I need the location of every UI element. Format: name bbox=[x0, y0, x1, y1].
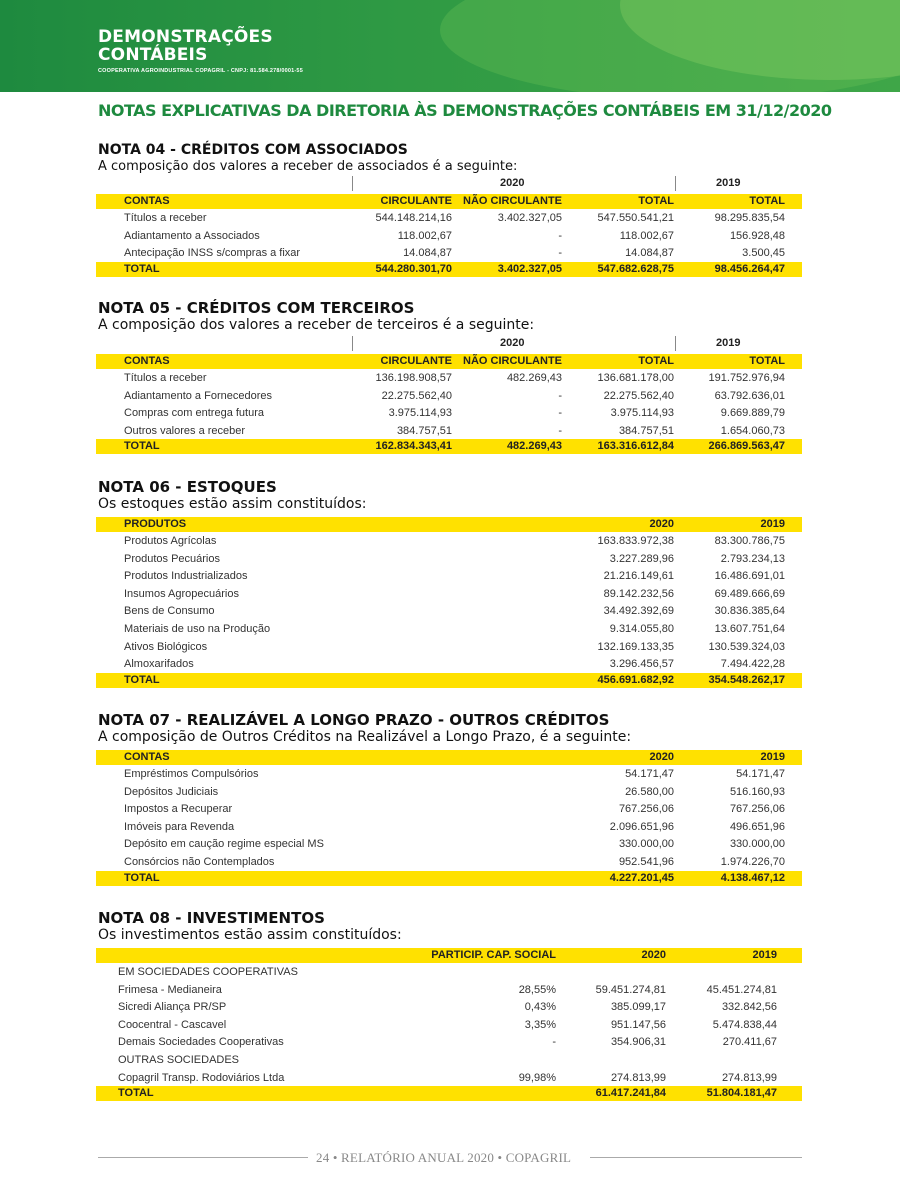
cell-2020: 767.256,06 bbox=[618, 803, 674, 816]
cell-2019: 130.539.324,03 bbox=[708, 640, 785, 653]
cell-total-2020: 22.275.562,40 bbox=[603, 389, 674, 402]
nota-07-intro: A composição de Outros Créditos na Realizável a Longo Prazo, é a seguinte: bbox=[98, 729, 632, 745]
row-label: Adiantamento a Associados bbox=[124, 229, 260, 242]
cell-2020: 34.492.392,69 bbox=[603, 605, 674, 618]
cell-2020: 2.096.651,96 bbox=[609, 820, 674, 833]
cell-total-2020: 547.550.541,21 bbox=[597, 212, 674, 224]
row-label: Produtos Agrícolas bbox=[124, 535, 217, 547]
col-header-total-2019: TOTAL bbox=[749, 355, 785, 367]
table-row bbox=[96, 963, 802, 981]
cell-2019: 7.494.422,28 bbox=[720, 658, 785, 671]
row-label: Empréstimos Compulsórios bbox=[124, 768, 259, 780]
year-2020-label: 2020 bbox=[500, 337, 525, 349]
table-header-row bbox=[96, 354, 802, 369]
cell-total-2019: 98.295.835,54 bbox=[714, 212, 785, 224]
cell-particip: - bbox=[552, 1036, 556, 1049]
cell-2019: 274.813,99 bbox=[721, 1071, 777, 1084]
table-row bbox=[96, 532, 802, 550]
col-header-total-2020: TOTAL bbox=[638, 355, 674, 367]
col-header-produtos: PRODUTOS bbox=[124, 518, 187, 530]
page-title: NOTAS EXPLICATIVAS DA DIRETORIA ÀS DEMONSTRAÇÕES CONTÁBEIS EM 31/12/2020 bbox=[98, 101, 832, 120]
total-label: TOTAL bbox=[124, 673, 160, 686]
cell-nao-circulante: - bbox=[558, 247, 562, 260]
row-label: Produtos Industrializados bbox=[124, 570, 248, 583]
col-header-circulante: CIRCULANTE bbox=[380, 355, 452, 367]
total-2020: 456.691.682,92 bbox=[597, 673, 674, 686]
cell-nao-circulante: - bbox=[558, 424, 562, 437]
table-row bbox=[96, 620, 802, 638]
row-label: Almoxarifados bbox=[124, 658, 194, 671]
report-section-title-line1: DEMONSTRAÇÕES bbox=[98, 27, 273, 47]
col-header-total-2020: TOTAL bbox=[638, 195, 674, 207]
total-2019: 4.138.467,12 bbox=[720, 871, 785, 884]
col-header-2020: 2020 bbox=[649, 751, 674, 763]
cell-2019: 13.607.751,64 bbox=[714, 622, 785, 635]
nota-08-title: NOTA 08 - INVESTIMENTOS bbox=[98, 909, 325, 927]
col-header-particip: PARTICIP. CAP. SOCIAL bbox=[431, 949, 556, 961]
nota-07-section bbox=[96, 712, 802, 886]
table-row bbox=[96, 602, 802, 620]
cell-circulante: 3.975.114,93 bbox=[388, 407, 452, 420]
total-circulante: 162.834.343,41 bbox=[375, 440, 452, 453]
table-row bbox=[96, 783, 802, 801]
cell-circulante: 384.757,51 bbox=[396, 424, 452, 437]
table-row bbox=[96, 387, 802, 405]
cell-2019: 16.486.691,01 bbox=[714, 570, 785, 583]
col-header-2020: 2020 bbox=[649, 518, 674, 530]
row-label: Depósitos Judiciais bbox=[124, 785, 219, 798]
table-header-row bbox=[96, 750, 802, 765]
row-label: Demais Sociedades Cooperativas bbox=[118, 1036, 284, 1049]
cell-2019: 1.974.226,70 bbox=[720, 855, 785, 868]
row-label: Copagril Transp. Rodoviários Ltda bbox=[118, 1071, 285, 1084]
cell-total-2019: 156.928,48 bbox=[729, 229, 785, 242]
report-section-title-line2: CONTÁBEIS bbox=[98, 45, 208, 65]
table-row bbox=[96, 1016, 802, 1034]
row-label: Frimesa - Medianeira bbox=[118, 983, 222, 996]
cell-2020: 3.296.456,57 bbox=[609, 658, 674, 671]
cell-particip: 0,43% bbox=[524, 1001, 556, 1014]
nota-04-title: NOTA 04 - CRÉDITOS COM ASSOCIADOS bbox=[98, 142, 408, 158]
table-total-row bbox=[96, 673, 802, 688]
nota-06-section bbox=[96, 479, 802, 688]
col-header-2019: 2019 bbox=[752, 949, 777, 961]
table-row bbox=[96, 998, 802, 1016]
cell-total-2019: 9.669.889,79 bbox=[720, 407, 785, 420]
total-label: TOTAL bbox=[124, 262, 160, 275]
row-label: Sicredi Aliança PR/SP bbox=[118, 1001, 227, 1014]
table-row bbox=[96, 369, 802, 387]
table-total-row bbox=[96, 262, 802, 277]
cell-particip: 99,98% bbox=[518, 1071, 556, 1084]
cell-nao-circulante: - bbox=[558, 229, 562, 242]
table-row bbox=[96, 800, 802, 818]
total-label: TOTAL bbox=[124, 440, 160, 453]
footer-rule-right bbox=[590, 1157, 802, 1158]
nota-04-section bbox=[96, 142, 802, 277]
cell-2020: 89.142.232,56 bbox=[603, 587, 674, 600]
row-label: Impostos a Recuperar bbox=[124, 803, 233, 816]
table-row bbox=[96, 567, 802, 585]
row-label: Coocentral - Cascavel bbox=[118, 1018, 227, 1031]
cell-2019: 69.489.666,69 bbox=[714, 587, 785, 600]
cell-2019: 767.256,06 bbox=[729, 803, 785, 816]
total-2020: 163.316.612,84 bbox=[597, 440, 674, 453]
cell-2020: 26.580,00 bbox=[625, 785, 674, 798]
col-header-2019: 2019 bbox=[760, 751, 785, 763]
col-header-circulante: CIRCULANTE bbox=[380, 195, 452, 207]
table-row bbox=[96, 244, 802, 262]
total-2019: 266.869.563,47 bbox=[708, 440, 785, 453]
cell-2020: 385.099,17 bbox=[610, 1001, 666, 1014]
total-2020: 547.682.628,75 bbox=[597, 262, 674, 275]
cell-2020: 21.216.149,61 bbox=[603, 570, 674, 583]
cell-2019: 2.793.234,13 bbox=[720, 552, 785, 565]
table-row bbox=[96, 765, 802, 783]
year-header-row bbox=[96, 334, 802, 354]
table-header-row bbox=[96, 517, 802, 532]
cell-2019: 54.171,47 bbox=[736, 768, 785, 780]
cell-2019: 5.474.838,44 bbox=[712, 1018, 777, 1031]
col-header-contas: CONTAS bbox=[124, 195, 170, 207]
total-nao-circulante: 3.402.327,05 bbox=[497, 262, 562, 275]
nota-06-intro: Os estoques estão assim constituídos: bbox=[98, 496, 367, 512]
row-label: Antecipação INSS s/compras a fixar bbox=[124, 247, 301, 260]
table-row bbox=[96, 422, 802, 440]
column-separator bbox=[675, 176, 676, 191]
total-2020: 4.227.201,45 bbox=[609, 871, 674, 884]
cell-2020: 3.227.289,96 bbox=[609, 552, 674, 565]
cell-2019: 330.000,00 bbox=[729, 838, 785, 851]
cell-2019: 516.160,93 bbox=[729, 785, 785, 798]
cell-2020: 54.171,47 bbox=[625, 768, 674, 780]
row-label: Materiais de uso na Produção bbox=[124, 622, 271, 635]
table-row bbox=[96, 1033, 802, 1051]
cell-2019: 45.451.274,81 bbox=[706, 983, 777, 996]
cell-2020: 9.314.055,80 bbox=[609, 622, 674, 635]
table-row bbox=[96, 818, 802, 836]
row-label: Adiantamento a Fornecedores bbox=[124, 389, 272, 402]
cell-particip: 28,55% bbox=[518, 983, 556, 996]
total-circulante: 544.280.301,70 bbox=[375, 262, 452, 275]
year-2019-label: 2019 bbox=[716, 337, 741, 349]
total-label: TOTAL bbox=[124, 871, 160, 884]
cell-total-2020: 118.002,67 bbox=[619, 229, 674, 242]
table-header-row bbox=[96, 194, 802, 209]
total-2019: 98.456.264,47 bbox=[714, 262, 785, 275]
cell-particip: 3,35% bbox=[524, 1018, 556, 1031]
total-2019: 51.804.181,47 bbox=[706, 1087, 777, 1100]
nota-05-section bbox=[96, 300, 802, 454]
table-row bbox=[96, 550, 802, 568]
year-2020-label: 2020 bbox=[500, 177, 525, 189]
total-2020: 61.417.241,84 bbox=[595, 1087, 666, 1100]
table-total-row bbox=[96, 871, 802, 886]
cell-circulante: 118.002,67 bbox=[397, 229, 452, 242]
col-header-nao-circulante: NÃO CIRCULANTE bbox=[463, 195, 562, 207]
row-label: Ativos Biológicos bbox=[124, 640, 208, 653]
cell-2019: 270.411,67 bbox=[722, 1036, 777, 1049]
nota-08-intro: Os investimentos estão assim constituídos: bbox=[98, 927, 402, 943]
row-label: Consórcios não Contemplados bbox=[124, 855, 275, 868]
year-2019-label: 2019 bbox=[716, 177, 741, 189]
column-separator bbox=[352, 176, 353, 191]
report-section-title bbox=[98, 28, 273, 64]
cell-2019: 83.300.786,75 bbox=[714, 535, 785, 547]
row-label: Produtos Pecuários bbox=[124, 552, 220, 565]
cell-2020: 274.813,99 bbox=[610, 1071, 666, 1084]
col-header-2019: 2019 bbox=[760, 518, 785, 530]
column-separator bbox=[675, 336, 676, 351]
table-row bbox=[96, 835, 802, 853]
table-row bbox=[96, 585, 802, 603]
cell-2019: 496.651,96 bbox=[729, 820, 785, 833]
nota-05-title: NOTA 05 - CRÉDITOS COM TERCEIROS bbox=[98, 299, 415, 317]
cell-2019: 30.836.385,64 bbox=[714, 605, 785, 618]
cell-total-2019: 1.654.060,73 bbox=[720, 424, 785, 437]
cell-circulante: 22.275.562,40 bbox=[381, 389, 452, 402]
nota-04-intro: A composição dos valores a receber de associados é a seguinte: bbox=[98, 159, 518, 174]
col-header-contas: CONTAS bbox=[124, 355, 170, 367]
cell-nao-circulante: - bbox=[558, 407, 562, 420]
table-row bbox=[96, 227, 802, 245]
cell-nao-circulante: - bbox=[558, 389, 562, 402]
nota-05-intro: A composição dos valores a receber de terceiros é a seguinte: bbox=[98, 317, 535, 333]
cell-2020: 132.169.133,35 bbox=[597, 640, 674, 653]
cell-total-2019: 63.792.636,01 bbox=[714, 389, 785, 402]
row-label: Bens de Consumo bbox=[124, 605, 215, 618]
cell-circulante: 544.148.214,16 bbox=[375, 212, 452, 224]
row-label: Outros valores a receber bbox=[124, 424, 246, 437]
cell-2020: 59.451.274,81 bbox=[595, 983, 666, 996]
table-total-row bbox=[96, 439, 802, 454]
cell-total-2020: 14.084,87 bbox=[625, 247, 674, 260]
company-subtitle: COOPERATIVA AGROINDUSTRIAL COPAGRIL - CNPJ: 81.584.278/0001-55 bbox=[98, 68, 303, 74]
group-label: OUTRAS SOCIEDADES bbox=[118, 1053, 240, 1066]
col-header-total-2019: TOTAL bbox=[749, 195, 785, 207]
col-header-contas: CONTAS bbox=[124, 751, 170, 763]
table-total-row bbox=[96, 1086, 802, 1101]
table-row bbox=[96, 1051, 802, 1069]
cell-2020: 163.833.972,38 bbox=[597, 535, 674, 547]
cell-2020: 951.147,56 bbox=[610, 1018, 666, 1031]
nota-06-title: NOTA 06 - ESTOQUES bbox=[98, 478, 277, 496]
total-label: TOTAL bbox=[118, 1087, 154, 1100]
cell-nao-circulante: 3.402.327,05 bbox=[497, 212, 562, 224]
year-header-row bbox=[96, 174, 802, 194]
row-label: Depósito em caução regime especial MS bbox=[124, 838, 324, 851]
table-row bbox=[96, 655, 802, 673]
header-band bbox=[0, 0, 900, 92]
group-label: EM SOCIEDADES COOPERATIVAS bbox=[118, 966, 298, 978]
cell-nao-circulante: 482.269,43 bbox=[506, 372, 562, 384]
cell-total-2020: 136.681.178,00 bbox=[597, 372, 674, 384]
row-label: Títulos a receber bbox=[124, 372, 207, 384]
table-row bbox=[96, 853, 802, 871]
table-header-row bbox=[96, 948, 802, 963]
cell-total-2020: 384.757,51 bbox=[618, 424, 674, 437]
cell-circulante: 14.084,87 bbox=[403, 247, 452, 260]
total-nao-circulante: 482.269,43 bbox=[506, 440, 562, 453]
total-2019: 354.548.262,17 bbox=[708, 673, 785, 686]
col-header-nao-circulante: NÃO CIRCULANTE bbox=[463, 355, 562, 367]
cell-2020: 952.541,96 bbox=[618, 855, 674, 868]
cell-total-2020: 3.975.114,93 bbox=[610, 407, 674, 420]
row-label: Insumos Agropecuários bbox=[124, 587, 239, 600]
table-row bbox=[96, 1069, 802, 1087]
nota-07-title: NOTA 07 - REALIZÁVEL A LONGO PRAZO - OUTROS CRÉDITOS bbox=[98, 711, 610, 729]
table-row bbox=[96, 981, 802, 999]
cell-total-2019: 191.752.976,94 bbox=[708, 372, 785, 384]
col-header-2020: 2020 bbox=[641, 949, 666, 961]
row-label: Imóveis para Revenda bbox=[124, 820, 235, 833]
footer-page-label: 24 • RELATÓRIO ANUAL 2020 • COPAGRIL bbox=[316, 1150, 572, 1165]
cell-2019: 332.842,56 bbox=[721, 1001, 777, 1014]
row-label: Títulos a receber bbox=[124, 212, 207, 224]
row-label: Compras com entrega futura bbox=[124, 407, 265, 420]
table-row bbox=[96, 638, 802, 656]
nota-08-section bbox=[96, 910, 802, 1101]
cell-total-2019: 3.500,45 bbox=[742, 247, 785, 260]
table-row bbox=[96, 209, 802, 227]
cell-circulante: 136.198.908,57 bbox=[375, 372, 452, 384]
cell-2020: 330.000,00 bbox=[618, 838, 674, 851]
table-row bbox=[96, 404, 802, 422]
footer-rule-left bbox=[98, 1157, 308, 1158]
column-separator bbox=[352, 336, 353, 351]
cell-2020: 354.906,31 bbox=[610, 1036, 666, 1049]
